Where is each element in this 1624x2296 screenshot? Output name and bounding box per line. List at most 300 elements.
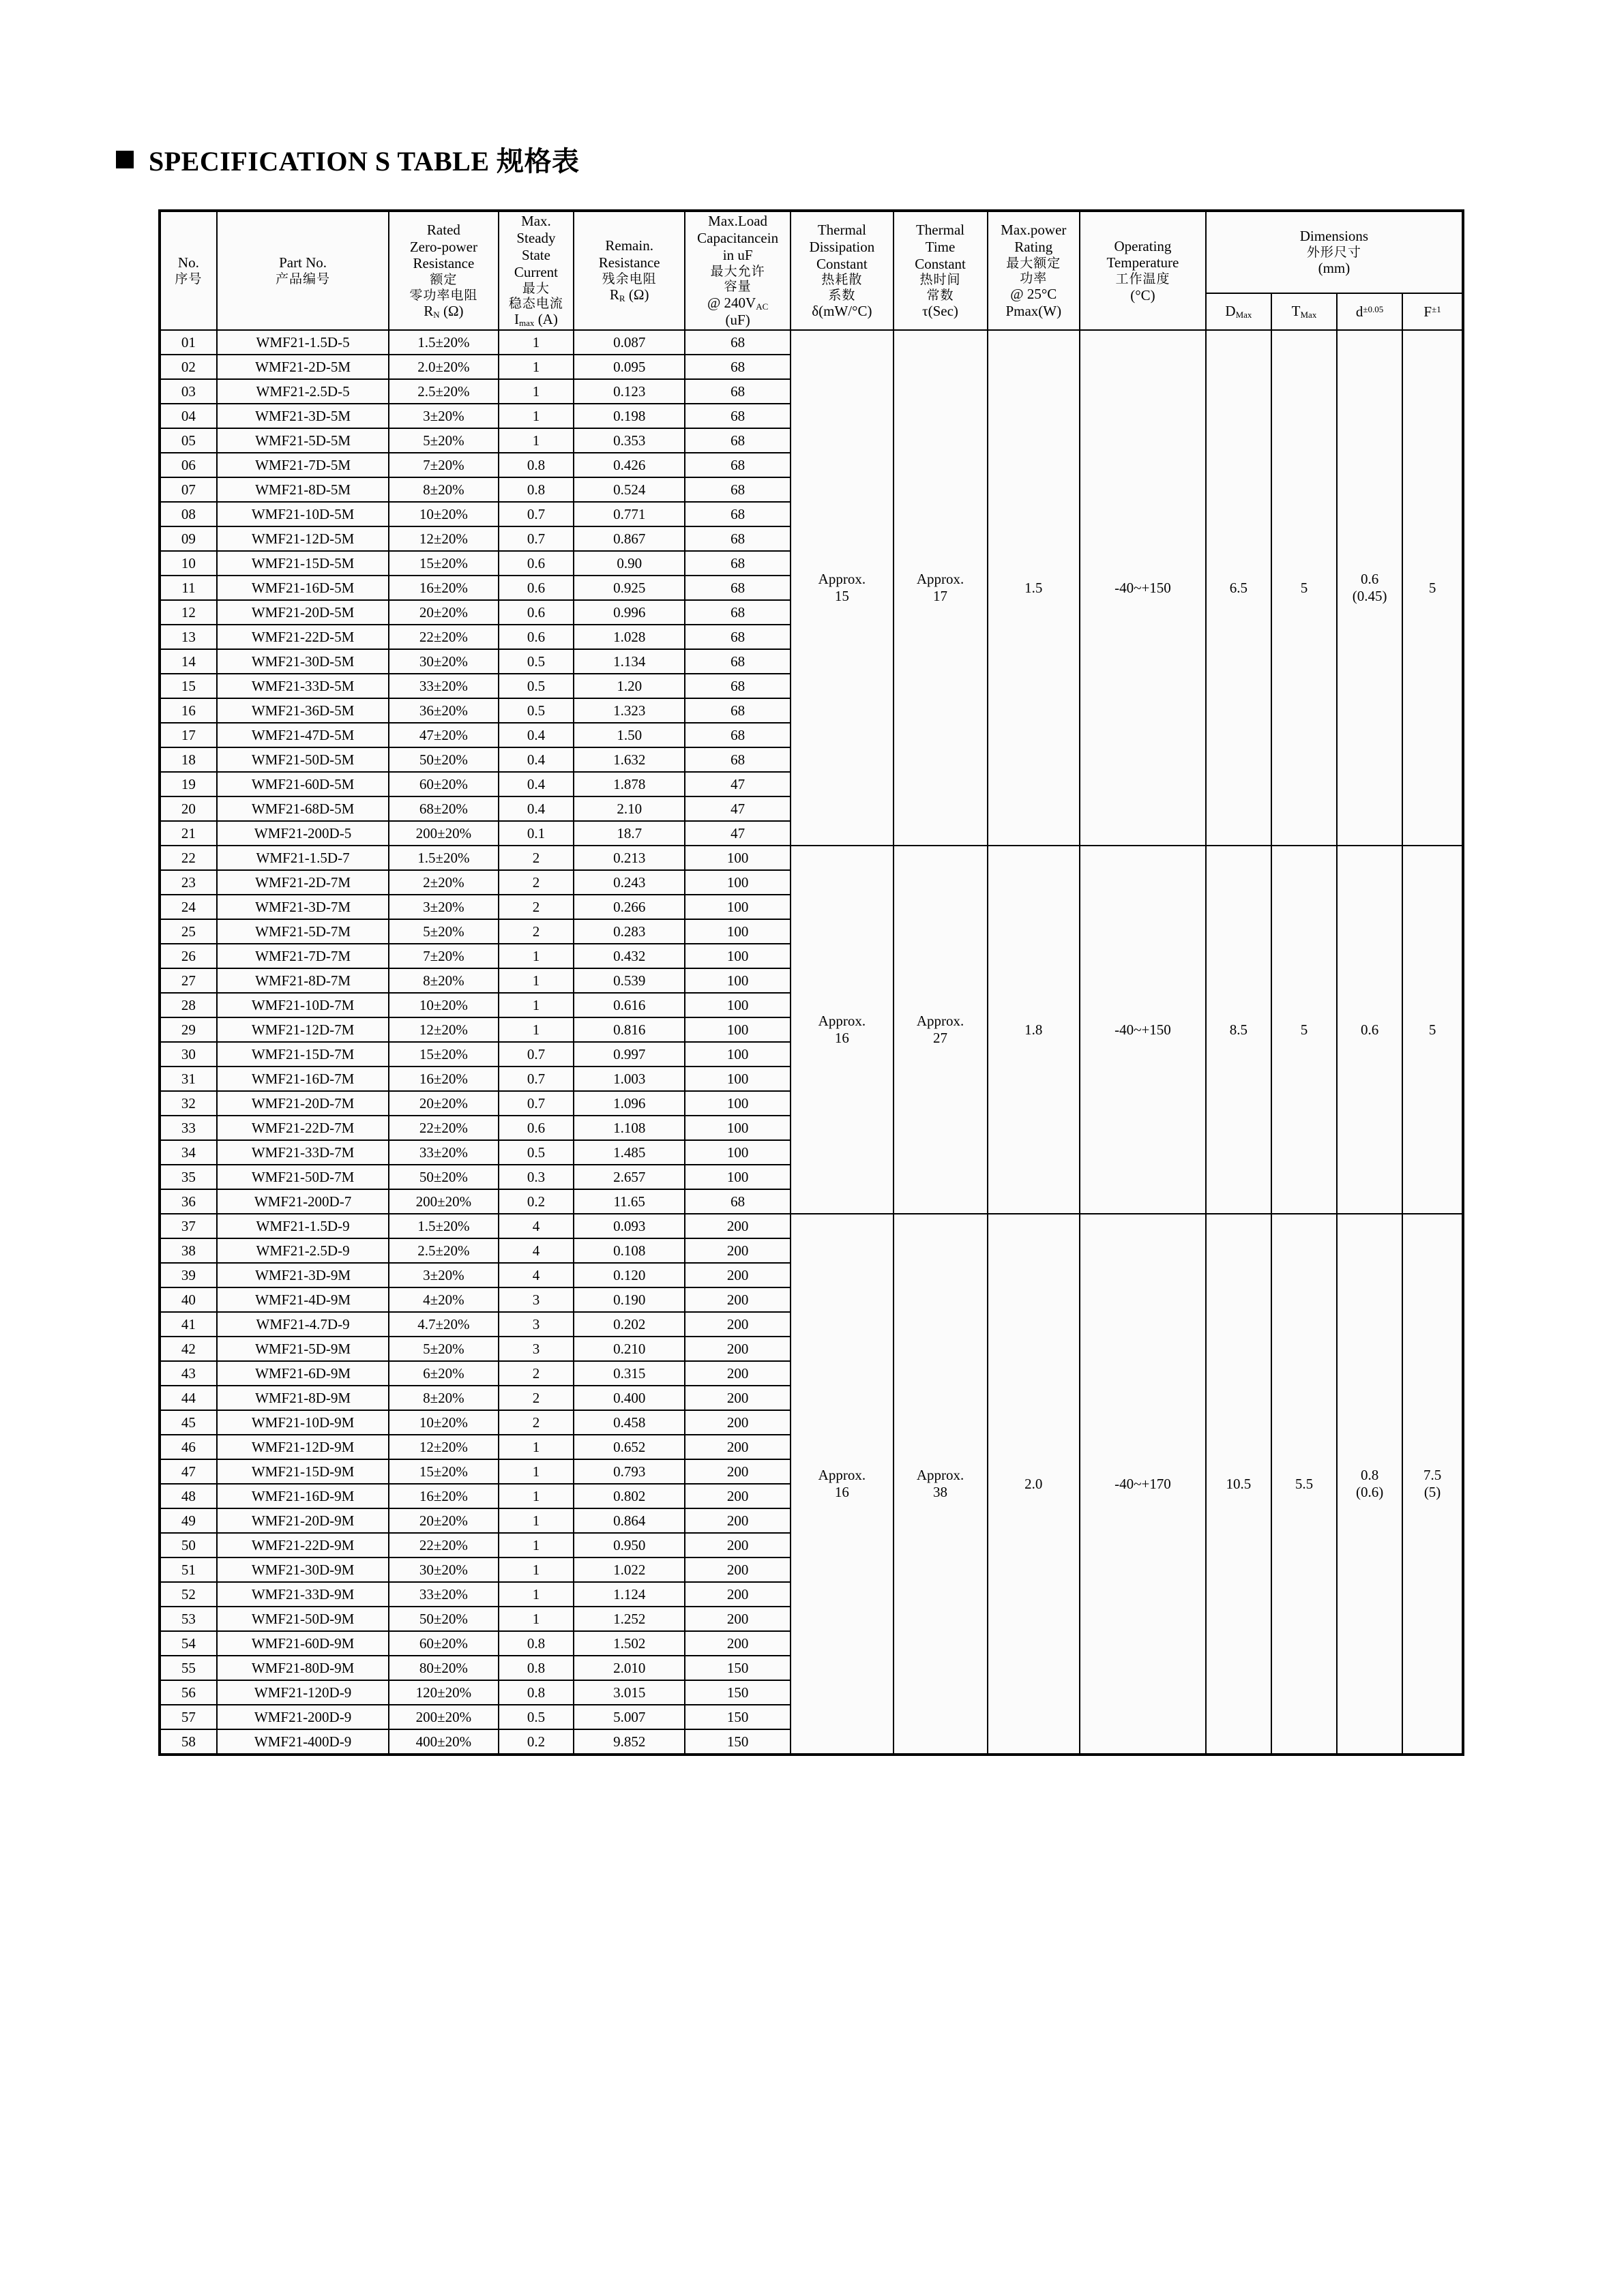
cell-no: 51 [160, 1557, 217, 1582]
cell-rated-resistance: 120±20% [389, 1680, 498, 1705]
cell-part-no: WMF21-10D-7M [217, 993, 389, 1017]
cell-remain-resistance: 1.50 [574, 723, 685, 747]
cell-max-steady-current: 0.1 [499, 821, 574, 846]
cell-part-no: WMF21-200D-5 [217, 821, 389, 846]
cell-rated-resistance: 33±20% [389, 1140, 498, 1165]
cell-no: 03 [160, 379, 217, 404]
cell-no: 39 [160, 1263, 217, 1287]
cell-max-load-capacitance: 100 [685, 1067, 791, 1091]
cell-max-load-capacitance: 200 [685, 1337, 791, 1361]
cell-max-steady-current: 2 [499, 870, 574, 895]
cell-max-load-capacitance: 100 [685, 1116, 791, 1140]
cell-max-steady-current: 0.4 [499, 772, 574, 796]
cell-part-no: WMF21-7D-7M [217, 944, 389, 968]
cell-remain-resistance: 0.652 [574, 1435, 685, 1459]
cell-thermal-time-constant: Approx. 17 [894, 330, 988, 846]
cell-no: 57 [160, 1705, 217, 1729]
cell-no: 02 [160, 355, 217, 379]
cell-max-load-capacitance: 150 [685, 1705, 791, 1729]
cell-rated-resistance: 50±20% [389, 1165, 498, 1189]
cell-remain-resistance: 1.096 [574, 1091, 685, 1116]
cell-part-no: WMF21-60D-9M [217, 1631, 389, 1656]
cell-part-no: WMF21-30D-5M [217, 649, 389, 674]
cell-no: 34 [160, 1140, 217, 1165]
cell-rated-resistance: 1.5±20% [389, 1214, 498, 1238]
cell-part-no: WMF21-120D-9 [217, 1680, 389, 1705]
cell-max-load-capacitance: 200 [685, 1361, 791, 1386]
cell-max-steady-current: 0.2 [499, 1189, 574, 1214]
cell-remain-resistance: 0.108 [574, 1238, 685, 1263]
cell-max-load-capacitance: 150 [685, 1729, 791, 1755]
cell-max-load-capacitance: 100 [685, 870, 791, 895]
cell-no: 46 [160, 1435, 217, 1459]
cell-no: 49 [160, 1508, 217, 1533]
cell-rated-resistance: 6±20% [389, 1361, 498, 1386]
cell-rated-resistance: 20±20% [389, 1091, 498, 1116]
cell-rated-resistance: 8±20% [389, 1386, 498, 1410]
cell-rated-resistance: 22±20% [389, 625, 498, 649]
cell-max-steady-current: 1 [499, 1508, 574, 1533]
cell-remain-resistance: 0.213 [574, 846, 685, 870]
cell-rated-resistance: 5±20% [389, 919, 498, 944]
cell-max-steady-current: 1 [499, 993, 574, 1017]
cell-part-no: WMF21-20D-9M [217, 1508, 389, 1533]
cell-rated-resistance: 10±20% [389, 502, 498, 526]
cell-part-no: WMF21-4.7D-9 [217, 1312, 389, 1337]
col-header-dim-d-tol: $d^{\pm 0.05}$ [1337, 293, 1402, 330]
cell-rated-resistance: 4±20% [389, 1287, 498, 1312]
cell-part-no: WMF21-50D-5M [217, 747, 389, 772]
cell-rated-resistance: 15±20% [389, 1459, 498, 1484]
cell-no: 38 [160, 1238, 217, 1263]
cell-rated-resistance: 200±20% [389, 1189, 498, 1214]
cell-remain-resistance: 0.793 [574, 1459, 685, 1484]
col-header-thermal-dissipation: Thermal Dissipation Constant 热耗散 系数 δ(mW/°C) [791, 211, 893, 330]
cell-max-steady-current: 0.7 [499, 502, 574, 526]
cell-remain-resistance: 0.802 [574, 1484, 685, 1508]
cell-part-no: WMF21-33D-9M [217, 1582, 389, 1607]
cell-part-no: WMF21-4D-9M [217, 1287, 389, 1312]
cell-remain-resistance: 2.010 [574, 1656, 685, 1680]
cell-remain-resistance: 0.093 [574, 1214, 685, 1238]
cell-part-no: WMF21-15D-7M [217, 1042, 389, 1067]
cell-rated-resistance: 400±20% [389, 1729, 498, 1755]
cell-part-no: WMF21-10D-9M [217, 1410, 389, 1435]
cell-no: 08 [160, 502, 217, 526]
cell-part-no: WMF21-8D-9M [217, 1386, 389, 1410]
col-header-part-no: Part No. 产品编号 [217, 211, 389, 330]
cell-no: 06 [160, 453, 217, 477]
cell-remain-resistance: 0.616 [574, 993, 685, 1017]
header-row-main [160, 211, 1463, 293]
cell-remain-resistance: 1.878 [574, 772, 685, 796]
cell-no: 07 [160, 477, 217, 502]
cell-remain-resistance: 0.400 [574, 1386, 685, 1410]
cell-part-no: WMF21-1.5D-5 [217, 330, 389, 355]
cell-rated-resistance: 8±20% [389, 968, 498, 993]
cell-max-steady-current: 2 [499, 846, 574, 870]
cell-max-steady-current: 2 [499, 919, 574, 944]
cell-max-load-capacitance: 200 [685, 1533, 791, 1557]
cell-dim-t-max: 5 [1271, 846, 1337, 1214]
cell-max-steady-current: 0.6 [499, 600, 574, 625]
cell-max-load-capacitance: 100 [685, 944, 791, 968]
cell-remain-resistance: 1.028 [574, 625, 685, 649]
cell-max-load-capacitance: 68 [685, 1189, 791, 1214]
cell-max-steady-current: 0.8 [499, 1656, 574, 1680]
cell-max-load-capacitance: 200 [685, 1582, 791, 1607]
cell-rated-resistance: 33±20% [389, 1582, 498, 1607]
cell-remain-resistance: 1.134 [574, 649, 685, 674]
cell-max-steady-current: 1 [499, 1582, 574, 1607]
cell-part-no: WMF21-3D-9M [217, 1263, 389, 1287]
cell-max-steady-current: 0.8 [499, 477, 574, 502]
cell-no: 10 [160, 551, 217, 576]
cell-max-load-capacitance: 100 [685, 993, 791, 1017]
cell-max-steady-current: 0.8 [499, 1631, 574, 1656]
cell-max-load-capacitance: 200 [685, 1631, 791, 1656]
cell-part-no: WMF21-1.5D-7 [217, 846, 389, 870]
cell-max-steady-current: 3 [499, 1337, 574, 1361]
cell-max-load-capacitance: 68 [685, 698, 791, 723]
cell-dim-t-max: 5 [1271, 330, 1337, 846]
cell-max-load-capacitance: 200 [685, 1459, 791, 1484]
cell-remain-resistance: 0.90 [574, 551, 685, 576]
cell-max-steady-current: 0.6 [499, 576, 574, 600]
cell-rated-resistance: 3±20% [389, 895, 498, 919]
table-row [160, 330, 1463, 355]
cell-rated-resistance: 22±20% [389, 1533, 498, 1557]
cell-part-no: WMF21-33D-7M [217, 1140, 389, 1165]
cell-dim-d-max: 10.5 [1206, 1214, 1271, 1755]
cell-max-load-capacitance: 68 [685, 330, 791, 355]
cell-part-no: WMF21-3D-7M [217, 895, 389, 919]
table-header [160, 211, 1463, 330]
col-header-thermal-time-constant: Thermal Time Constant 热时间 常数 τ(Sec) [894, 211, 988, 330]
cell-remain-resistance: 0.867 [574, 526, 685, 551]
cell-no: 40 [160, 1287, 217, 1312]
cell-max-load-capacitance: 100 [685, 846, 791, 870]
cell-part-no: WMF21-200D-7 [217, 1189, 389, 1214]
cell-max-load-capacitance: 68 [685, 674, 791, 698]
cell-dim-f-tol: 5 [1402, 330, 1463, 846]
cell-no: 29 [160, 1017, 217, 1042]
cell-dim-d-tol: 0.6 [1337, 846, 1402, 1214]
cell-operating-temperature: -40~+150 [1080, 330, 1206, 846]
cell-max-load-capacitance: 100 [685, 1091, 791, 1116]
cell-no: 36 [160, 1189, 217, 1214]
cell-max-load-capacitance: 200 [685, 1214, 791, 1238]
cell-dim-d-max: 8.5 [1206, 846, 1271, 1214]
cell-part-no: WMF21-10D-5M [217, 502, 389, 526]
cell-max-steady-current: 0.3 [499, 1165, 574, 1189]
page-title [116, 140, 580, 179]
cell-max-steady-current: 2 [499, 1361, 574, 1386]
cell-part-no: WMF21-20D-5M [217, 600, 389, 625]
table-body [160, 330, 1463, 1755]
cell-dim-f-tol: 5 [1402, 846, 1463, 1214]
cell-no: 13 [160, 625, 217, 649]
cell-max-load-capacitance: 100 [685, 919, 791, 944]
cell-rated-resistance: 36±20% [389, 698, 498, 723]
cell-max-steady-current: 1 [499, 968, 574, 993]
cell-rated-resistance: 60±20% [389, 1631, 498, 1656]
cell-rated-resistance: 4.7±20% [389, 1312, 498, 1337]
cell-rated-resistance: 8±20% [389, 477, 498, 502]
cell-rated-resistance: 30±20% [389, 649, 498, 674]
cell-part-no: WMF21-33D-5M [217, 674, 389, 698]
cell-remain-resistance: 0.266 [574, 895, 685, 919]
cell-max-steady-current: 1 [499, 944, 574, 968]
col-header-rated-resistance: Rated Zero-power Resistance 额定 零功率电阻 $R_N$ (Ω) [389, 211, 498, 330]
cell-max-load-capacitance: 200 [685, 1484, 791, 1508]
cell-max-load-capacitance: 68 [685, 526, 791, 551]
cell-rated-resistance: 3±20% [389, 1263, 498, 1287]
cell-part-no: WMF21-2.5D-9 [217, 1238, 389, 1263]
cell-rated-resistance: 7±20% [389, 453, 498, 477]
cell-no: 58 [160, 1729, 217, 1755]
cell-no: 05 [160, 428, 217, 453]
cell-no: 20 [160, 796, 217, 821]
cell-no: 15 [160, 674, 217, 698]
cell-rated-resistance: 16±20% [389, 1484, 498, 1508]
cell-no: 45 [160, 1410, 217, 1435]
cell-max-steady-current: 0.5 [499, 649, 574, 674]
square-bullet-icon [116, 151, 134, 168]
cell-no: 21 [160, 821, 217, 846]
cell-no: 19 [160, 772, 217, 796]
cell-part-no: WMF21-12D-7M [217, 1017, 389, 1042]
cell-rated-resistance: 12±20% [389, 1435, 498, 1459]
cell-max-load-capacitance: 150 [685, 1656, 791, 1680]
table-row [160, 846, 1463, 870]
cell-part-no: WMF21-8D-7M [217, 968, 389, 993]
cell-remain-resistance: 0.190 [574, 1287, 685, 1312]
cell-rated-resistance: 2.5±20% [389, 1238, 498, 1263]
cell-rated-resistance: 12±20% [389, 1017, 498, 1042]
cell-no: 47 [160, 1459, 217, 1484]
cell-remain-resistance: 1.124 [574, 1582, 685, 1607]
cell-rated-resistance: 5±20% [389, 1337, 498, 1361]
cell-max-steady-current: 1 [499, 1435, 574, 1459]
cell-part-no: WMF21-200D-9 [217, 1705, 389, 1729]
cell-remain-resistance: 1.502 [574, 1631, 685, 1656]
cell-max-steady-current: 1 [499, 1607, 574, 1631]
cell-no: 53 [160, 1607, 217, 1631]
cell-no: 23 [160, 870, 217, 895]
cell-remain-resistance: 18.7 [574, 821, 685, 846]
cell-no: 28 [160, 993, 217, 1017]
cell-rated-resistance: 1.5±20% [389, 846, 498, 870]
cell-rated-resistance: 33±20% [389, 674, 498, 698]
cell-rated-resistance: 3±20% [389, 404, 498, 428]
cell-part-no: WMF21-12D-9M [217, 1435, 389, 1459]
cell-max-load-capacitance: 68 [685, 502, 791, 526]
cell-max-load-capacitance: 200 [685, 1607, 791, 1631]
cell-rated-resistance: 20±20% [389, 600, 498, 625]
cell-max-steady-current: 0.5 [499, 1140, 574, 1165]
cell-max-load-capacitance: 68 [685, 625, 791, 649]
cell-remain-resistance: 0.539 [574, 968, 685, 993]
cell-part-no: WMF21-2.5D-5 [217, 379, 389, 404]
cell-part-no: WMF21-22D-5M [217, 625, 389, 649]
cell-rated-resistance: 15±20% [389, 551, 498, 576]
cell-max-load-capacitance: 68 [685, 477, 791, 502]
cell-part-no: WMF21-15D-9M [217, 1459, 389, 1484]
cell-max-steady-current: 1 [499, 1557, 574, 1582]
cell-no: 52 [160, 1582, 217, 1607]
cell-rated-resistance: 60±20% [389, 772, 498, 796]
cell-rated-resistance: 12±20% [389, 526, 498, 551]
cell-max-power-rating: 1.8 [988, 846, 1080, 1214]
cell-max-load-capacitance: 68 [685, 551, 791, 576]
cell-max-steady-current: 4 [499, 1214, 574, 1238]
col-header-dim-t-max: $T_{Max}$ [1271, 293, 1337, 330]
cell-rated-resistance: 68±20% [389, 796, 498, 821]
cell-max-power-rating: 2.0 [988, 1214, 1080, 1755]
col-header-max-steady-current: Max. Steady State Current 最大 稳态电流 $I_{max}$ (A) [499, 211, 574, 330]
cell-max-steady-current: 4 [499, 1263, 574, 1287]
cell-max-load-capacitance: 200 [685, 1263, 791, 1287]
cell-remain-resistance: 0.950 [574, 1533, 685, 1557]
cell-part-no: WMF21-6D-9M [217, 1361, 389, 1386]
cell-max-steady-current: 0.7 [499, 1042, 574, 1067]
cell-max-steady-current: 0.7 [499, 1091, 574, 1116]
cell-no: 14 [160, 649, 217, 674]
cell-part-no: WMF21-16D-5M [217, 576, 389, 600]
cell-no: 43 [160, 1361, 217, 1386]
cell-max-steady-current: 1 [499, 1459, 574, 1484]
cell-max-load-capacitance: 68 [685, 453, 791, 477]
cell-max-steady-current: 1 [499, 1017, 574, 1042]
cell-max-steady-current: 0.8 [499, 1680, 574, 1705]
cell-max-steady-current: 3 [499, 1287, 574, 1312]
cell-part-no: WMF21-36D-5M [217, 698, 389, 723]
cell-no: 55 [160, 1656, 217, 1680]
cell-remain-resistance: 5.007 [574, 1705, 685, 1729]
cell-max-steady-current: 0.5 [499, 1705, 574, 1729]
cell-no: 12 [160, 600, 217, 625]
cell-max-load-capacitance: 47 [685, 821, 791, 846]
cell-part-no: WMF21-60D-5M [217, 772, 389, 796]
cell-remain-resistance: 3.015 [574, 1680, 685, 1705]
cell-dim-t-max: 5.5 [1271, 1214, 1337, 1755]
cell-remain-resistance: 1.003 [574, 1067, 685, 1091]
cell-thermal-dissipation: Approx. 16 [791, 846, 893, 1214]
cell-no: 33 [160, 1116, 217, 1140]
cell-no: 25 [160, 919, 217, 944]
specification-table-container [158, 209, 1464, 1756]
cell-no: 24 [160, 895, 217, 919]
cell-max-load-capacitance: 47 [685, 796, 791, 821]
cell-rated-resistance: 200±20% [389, 821, 498, 846]
cell-max-steady-current: 0.6 [499, 1116, 574, 1140]
cell-part-no: WMF21-400D-9 [217, 1729, 389, 1755]
cell-operating-temperature: -40~+170 [1080, 1214, 1206, 1755]
cell-max-load-capacitance: 150 [685, 1680, 791, 1705]
cell-remain-resistance: 1.20 [574, 674, 685, 698]
cell-rated-resistance: 2±20% [389, 870, 498, 895]
cell-remain-resistance: 0.087 [574, 330, 685, 355]
cell-max-load-capacitance: 68 [685, 747, 791, 772]
cell-remain-resistance: 0.198 [574, 404, 685, 428]
cell-part-no: WMF21-50D-7M [217, 1165, 389, 1189]
cell-part-no: WMF21-30D-9M [217, 1557, 389, 1582]
cell-part-no: WMF21-68D-5M [217, 796, 389, 821]
cell-remain-resistance: 0.458 [574, 1410, 685, 1435]
cell-no: 01 [160, 330, 217, 355]
cell-remain-resistance: 1.485 [574, 1140, 685, 1165]
cell-max-steady-current: 0.4 [499, 796, 574, 821]
cell-no: 31 [160, 1067, 217, 1091]
cell-part-no: WMF21-5D-9M [217, 1337, 389, 1361]
cell-no: 32 [160, 1091, 217, 1116]
cell-no: 35 [160, 1165, 217, 1189]
cell-thermal-time-constant: Approx. 27 [894, 846, 988, 1214]
cell-max-steady-current: 2 [499, 895, 574, 919]
cell-rated-resistance: 200±20% [389, 1705, 498, 1729]
cell-remain-resistance: 1.252 [574, 1607, 685, 1631]
cell-max-load-capacitance: 200 [685, 1557, 791, 1582]
cell-no: 41 [160, 1312, 217, 1337]
cell-remain-resistance: 0.210 [574, 1337, 685, 1361]
cell-rated-resistance: 47±20% [389, 723, 498, 747]
cell-part-no: WMF21-22D-9M [217, 1533, 389, 1557]
cell-no: 56 [160, 1680, 217, 1705]
table-row [160, 1214, 1463, 1238]
cell-remain-resistance: 1.108 [574, 1116, 685, 1140]
cell-part-no: WMF21-7D-5M [217, 453, 389, 477]
cell-rated-resistance: 20±20% [389, 1508, 498, 1533]
col-header-dim-d-max: $D_{Max}$ [1206, 293, 1271, 330]
cell-rated-resistance: 80±20% [389, 1656, 498, 1680]
cell-max-power-rating: 1.5 [988, 330, 1080, 846]
cell-max-load-capacitance: 68 [685, 600, 791, 625]
cell-remain-resistance: 0.925 [574, 576, 685, 600]
cell-part-no: WMF21-20D-7M [217, 1091, 389, 1116]
cell-thermal-time-constant: Approx. 38 [894, 1214, 988, 1755]
col-header-remain-resistance: Remain. Resistance 残余电阻 $R_R$ (Ω) [574, 211, 685, 330]
cell-remain-resistance: 0.997 [574, 1042, 685, 1067]
cell-max-steady-current: 1 [499, 330, 574, 355]
col-header-max-load-capacitance: Max.Load Capacitancein in uF 最大允许 容量 @ $240V_{AC}$ (uF) [685, 211, 791, 330]
cell-max-steady-current: 1 [499, 1484, 574, 1508]
specification-table [158, 209, 1464, 1756]
cell-no: 54 [160, 1631, 217, 1656]
cell-thermal-dissipation: Approx. 16 [791, 1214, 893, 1755]
cell-remain-resistance: 0.243 [574, 870, 685, 895]
cell-remain-resistance: 1.022 [574, 1557, 685, 1582]
cell-rated-resistance: 30±20% [389, 1557, 498, 1582]
cell-remain-resistance: 0.095 [574, 355, 685, 379]
cell-remain-resistance: 0.432 [574, 944, 685, 968]
cell-remain-resistance: 0.524 [574, 477, 685, 502]
cell-rated-resistance: 2.0±20% [389, 355, 498, 379]
cell-part-no: WMF21-47D-5M [217, 723, 389, 747]
cell-dim-d-tol: 0.6 (0.45) [1337, 330, 1402, 846]
cell-max-steady-current: 1 [499, 1533, 574, 1557]
cell-max-load-capacitance: 68 [685, 404, 791, 428]
cell-max-load-capacitance: 68 [685, 576, 791, 600]
cell-part-no: WMF21-1.5D-9 [217, 1214, 389, 1238]
col-header-operating-temperature: Operating Temperature 工作温度 (°C) [1080, 211, 1206, 330]
cell-max-load-capacitance: 100 [685, 1042, 791, 1067]
cell-max-steady-current: 0.5 [499, 674, 574, 698]
col-header-no: No. 序号 [160, 211, 217, 330]
cell-remain-resistance: 0.864 [574, 1508, 685, 1533]
cell-part-no: WMF21-50D-9M [217, 1607, 389, 1631]
cell-remain-resistance: 11.65 [574, 1189, 685, 1214]
